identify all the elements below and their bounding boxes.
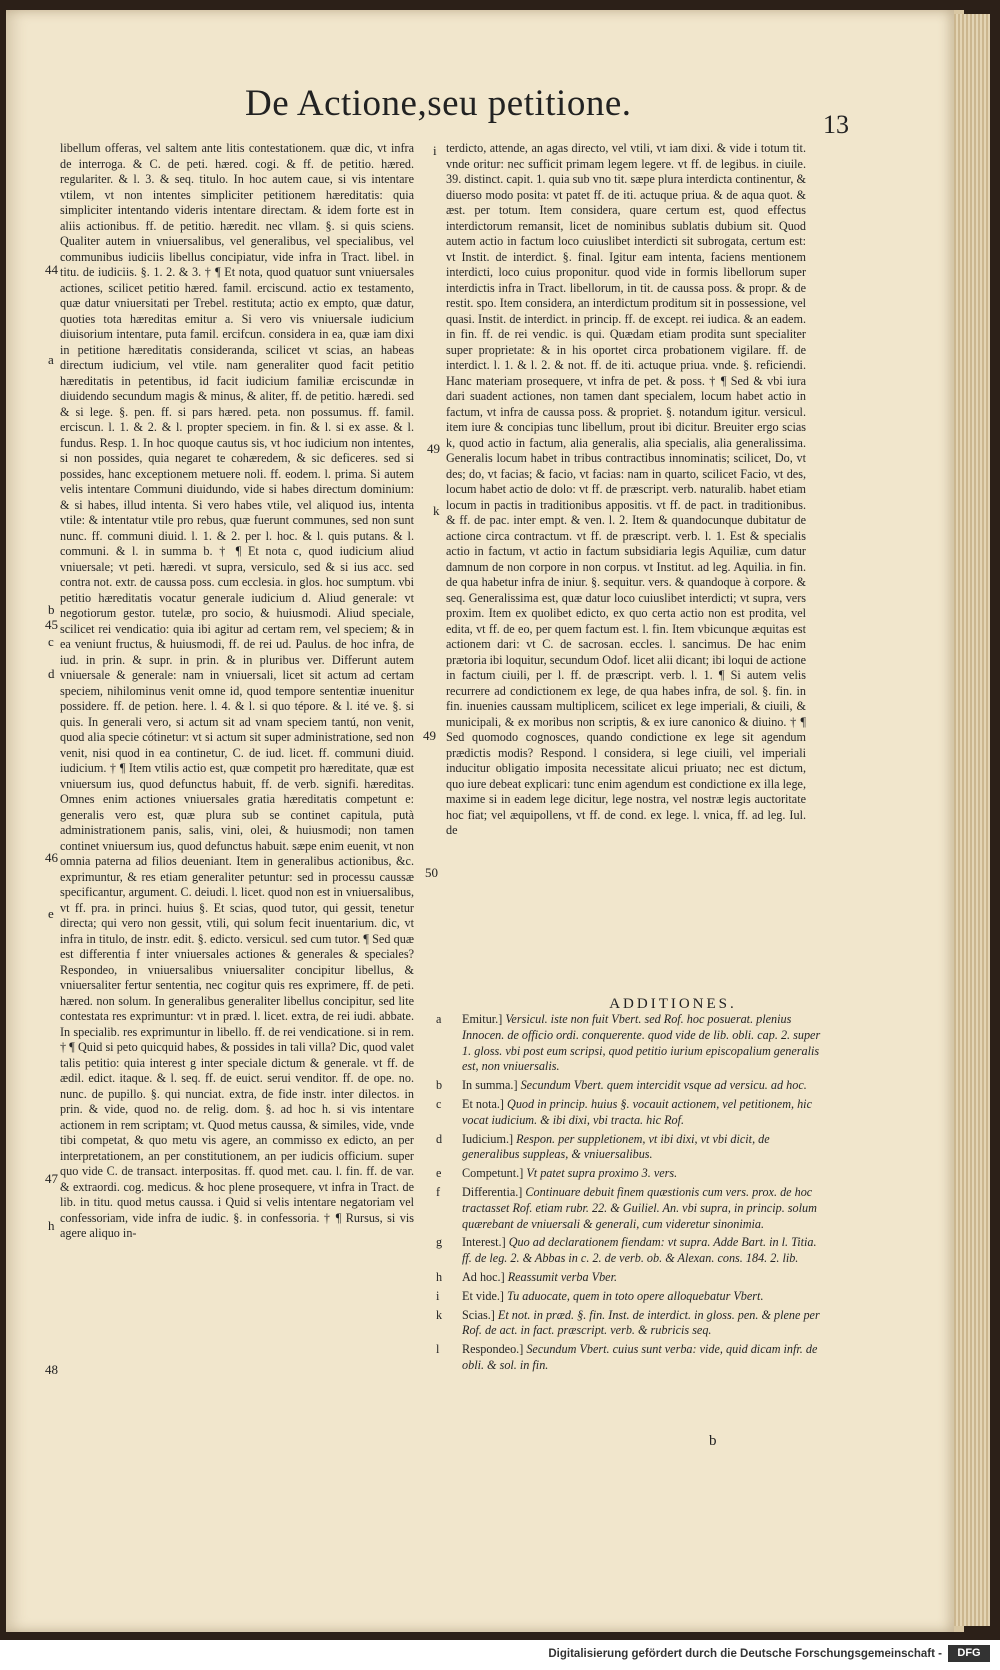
margin-letter: i [433, 143, 437, 158]
margin-number: 46 [45, 850, 58, 865]
dfg-logo: DFG [948, 1645, 990, 1662]
margin-letter: d [48, 666, 55, 681]
margin-number: 47 [45, 1171, 58, 1186]
addition-item [436, 1012, 828, 1075]
addition-letter: i [436, 1288, 440, 1303]
signature-mark: b [709, 1433, 717, 1449]
addition-letter: h [436, 1269, 443, 1284]
addition-gloss: Secundum Vbert. quem intercidit vsque ad versicu. ad hoc. [520, 1078, 807, 1093]
addition-letter: f [436, 1184, 441, 1199]
margin-letter: h [48, 1218, 55, 1233]
margin-number: 45 [45, 617, 58, 632]
right-column [446, 141, 806, 845]
page-edges [954, 14, 990, 1626]
running-head: De Actione,seu petitione. [245, 83, 632, 124]
addition-gloss: Continuare debuit finem quæstionis cum vers. prox. de hoc tractasset Rof. etiam rubr. 22. & Guiliel. An. vbi supra, in princip. solum quærebant de vniuersali & generali, cum videretur sinonimia. [462, 1184, 817, 1231]
addition-letter: b [436, 1078, 443, 1093]
margin-number: 48 [45, 1362, 58, 1377]
addition-item [436, 1166, 828, 1182]
additions-list [436, 1012, 828, 1377]
addition-item [436, 1185, 828, 1232]
addition-item [436, 1270, 828, 1286]
addition-lemma: Et nota.] [462, 1096, 504, 1111]
addition-letter: k [436, 1307, 443, 1322]
addition-lemma: Ad hoc.] [462, 1269, 505, 1284]
addition-letter: e [436, 1166, 442, 1181]
addition-gloss: Secundum Vbert. cuius sunt verba: vide, quid dicam infr. de obli. & sol. in fin. [462, 1342, 818, 1372]
margin-letter: c [48, 634, 54, 649]
margin-number: 49 [423, 728, 436, 743]
addition-letter: c [436, 1096, 442, 1111]
addition-letter: l [436, 1342, 440, 1357]
page-number: 13 [823, 110, 849, 139]
addition-lemma: Competunt.] [462, 1166, 524, 1181]
addition-gloss: Tu aduocate, quem in toto opere alloquebatur Vbert. [507, 1288, 764, 1303]
addition-gloss: Vt patet supra proximo 3. vers. [526, 1166, 678, 1181]
addition-lemma: Respondeo.] [462, 1342, 524, 1357]
margin-number: 49 [427, 441, 440, 456]
addition-lemma: Emitur.] [462, 1012, 503, 1026]
margin-number: 50 [425, 865, 438, 880]
addition-lemma: Iudicium.] [462, 1131, 514, 1146]
addition-lemma: In summa.] [462, 1078, 518, 1093]
addition-item [436, 1078, 828, 1094]
addition-lemma: Differentia.] [462, 1184, 523, 1199]
addition-lemma: Scias.] [462, 1307, 495, 1322]
margin-letter: e [48, 906, 54, 921]
margin-letter: a [48, 352, 54, 367]
addition-gloss: Reassumit verba Vber. [507, 1269, 618, 1284]
addition-lemma: Interest.] [462, 1235, 506, 1250]
addition-item [436, 1132, 828, 1164]
addition-letter: d [436, 1131, 443, 1146]
addition-letter: a [436, 1012, 442, 1026]
addition-gloss: Quod in princip. huius §. vocauit actionem, vel petitionem, hic vocat iudicium. & ibi dixi, vbi tracta. hic Rof. [462, 1096, 812, 1127]
addition-gloss: Versicul. iste non fuit Vbert. sed Rof. hoc posuerat. plenius Innocen. de officio ordi. conquerente. quod vide de lib. obli. cap. 2. super 1. gloss. vbi post eum scripsi, quod petitio iurium episcopalium generalis est, non vniuersalis. [462, 1012, 821, 1074]
addition-item [436, 1097, 828, 1129]
addition-letter: g [436, 1235, 443, 1250]
addition-gloss: Respon. per suppletionem, vt ibi dixi, vt vbi dicit, de generalibus suppleas, & vniuersalibus. [462, 1131, 770, 1162]
left-column [60, 141, 414, 1248]
addition-item [436, 1235, 828, 1267]
margin-letter: b [48, 602, 55, 617]
margin-number: 44 [45, 262, 58, 277]
addition-item [436, 1308, 828, 1340]
left-column-text: libellum offeras, vel saltem ante litis contestationem. quæ dic, vt infra de interroga. & C. de peti. hæred. cogi. & ff. de petitio. hæred. regulariter. & l. 3. & seq. titulo. In hoc autem caue, si vis intentare vtilem, vt non intentes simpliciter petitionem hæreditatis: quia simpliciter intentando videris intentare directam. & idem forte est in aliis actionibus. ff. de petitio. hæredit. nec vllam. §. si quis sciens. Qualiter autem in vniuersalibus, vel generalibus, vel specialibus, vel communibus iudiciis libellus concipiatur, vide infra in Tract. libel. in titu. de iudiciis. §. 1. 2. & 3. † ¶ Et nota, quod quatuor sunt vniuersales actiones, scilicet petitio hæred. famil. erciscund. actio ex testamento, quæ datur vniuersitati per Trebel. restituta; actio ex empto, quæ datur, quoties tota hæreditas emitur a. Si vero vis vniuersale iudicium diuisorium intentare, puta famil. ercifcun. considera in ea, quæ iam dixi in petitione hæreditatis consideranda, scilicet vt scias, an habeas directum iudicium, vel vtile. nam generaliter quod facit petitio hæreditatis in petentibus, id facit iudicium familiæ erciscundæ in diuidendo secundum magis & minus, & aliter, ff. de petitio. hæredi. sed & si lege. §. pen. ff. si pars hæred. peta. non possumus. ff. famil. erciscun. l. 1. & 2. & l. propter speciem. in fin. & l. si ex asse. & l. fundus. Resp. 1. In hoc quoque cautus sis, vt hoc iudicium non intentes, si non possides, quia negaret te cohæredem, & sic deficeres. sed si possides, hanc exceptionem metuere noli. ff. eodem. l. prima. Si autem velis intentare Communi diuidundo, vide si habes directum dominium: & si habes, illud intenta. Si vero habes vtile, vel aliquod ius, intenta vtile: & intentatur vtile pro rebus, quæ fuerunt communes, sed non sunt nunc. ff. communi diuid. l. 1. & 2. per l. hoc. & l. quis putans. & l. communi. & l. in summa b. † ¶ Et nota c, quod iudicium aliud vniuersale; vt peti. hæredi. vt supra, versiculo, sed & si ius acc. sed contra not. extr. de caussa poss. cum ecclesia. in glos. hoc sumptum. vbi petitio hæreditatis vocatur generale iudicium d. Aliud generale: vt negotiorum gestor. tutelæ, pro socio, & huiusmodi. Aliud speciale, scilicet rei vendicatio: quia ibi agitur ad certam rem, vel speciem; & in ea veniunt fructus, & huiusmodi, ff. de rei ud. Paulus. de hoc infra, de iud. in prin. & supr. in prin. & in pluribus ver. Differunt autem vniuersale & generale: nam in vniuersali, licet sit actum ad certam speciem, nihilominus venit omne id, quod tempore sententiæ inuenitur possidere. ff. de petion. here. l. 4. & l. si quo tépore. & l. ité ve. §. si quis. In generali vero, si actum sit ad vnam speciem tantú, non venit, quod alia specie cótinetur: vt si actum sit super administratione, sed non venit, nisi quod in ea continetur, C. de iud. licet. ff. communi diuid. iudicium. † ¶ Item vtilis actio est, quæ competit pro hæreditate, quæ est vniuersum ius, quod defunctus habuit, ff. de verb. signifi. hæreditas. Omnes enim actiones vniuersales gratia hæreditatis competunt e: generalis vero est, quæ plura sub se continet capitula, putà administrationem panis, salis, vini, olei, & huiusmodi; non tamen continet vniuersum ius, quod defunctus habuit. sæpe enim euenit, vt non omnia paterna ad filios deueniant. Item in generalibus actionibus, &c. exprimuntur, & res etiam generaliter petuntur: sed in processu caussæ specificantur, argument. C. deiudi. l. licet. quod non est in vniuersalibus, vt ff. pra. in princi. huius §. Et scias, quod tutor, qui gessit, tenetur directa; qui vero non gessit, vtili, qui solum fecit inuentarium. dic, vt infra in titulo, de instr. edit. §. edicto. versicul. sed cum tutor. ¶ Sed quæ est differentia f inter vniuersales actiones & generales & speciales? Respondeo, in vniuersalibus vniuersaliter concipitur libellus, & vniuersaliter fertur sententia, nec cogitur quis res exprimere, ff. de peti. hæred. non solum. In generalibus generaliter libellus concipitur, sed lite contestata res exprimuntur: vt in præd. l. licet. extra, de rei iudi. abbate. In specialib. res exprimuntur in libello. ff. de rei vendicatione. si in rem. † ¶ Quid si peto quicquid habes, & possides in tali villa? Dic, quod valet talis petitio: quia interest g inter speciale dictum & generale. vt ff. de ædil. edict. itaque. & l. seq. ff. de euict. serui venditor. ff. de ope. no. nunc. de pupillo. §. qui nunciat. extra, de fide instr. inter dilectos. in prin. & vide, quod no. de relig. dom. §. ad hoc h. si vis intentare actionem in rem scriptam; vt. Quod metus caussa, & similes, vide, vnde tibi competat, & quo metu vis agere, an commisso ex edicto, an per interpretationem, an per constitutionem, an per iudicis officium. super quo vide C. de transact. interpositas. ff. quod met. cau. l. fin. ff. de var. & extraordi. cog. medicus. & hoc plene prosequere, vt infra in Tract. de lib. in titu. quod metus caussa. i Quid si velis intentare negatoriam vel confessoriam, vide infra de iudic. §. in confessoria. † ¶ Rursus, si vis agere aliquo in- [60, 141, 414, 1240]
addition-gloss: Et not. in præd. §. fin. Inst. de interdict. in gloss. pen. & plene per Rof. de act. in fact. præscript. verb. & rubricis seq. [462, 1307, 820, 1338]
margin-letter: k [433, 503, 440, 518]
additions-heading: ADDITIONES. [609, 996, 737, 1012]
footer-credit: Digitalisierung gefördert durch die Deutsche Forschungsgemeinschaft - [548, 1648, 942, 1660]
addition-item [436, 1342, 828, 1374]
right-column-text: terdicto, attende, an agas directo, vel vtili, vt iam dixi. & vide i totum tit. vnde oritur: nec sufficit primam legem legere. vt ff. de legibus. in ciuile. 39. distinct. capit. 1. quia sub vno tit. sæpe plura interdicta continentur, & diuerso modo posita: vt patet ff. de iti. actuque priua. & de aqua quot. & æst. per totum. Item considera, quare certum est, quod effectus interdictorum remansit, licet de nominibus sublatis dubium sit. Quod autem actio in factum loco cuiuslibet interdicti sit subrogata, certum est: vt Instit. de interdict. §. final. Igitur eam intenta, faciens mentionem interdicti, loco cuius proponitur. quod vide in formis libellorum super interdictis infra in Tract. libellorum, in tit. de caussa poss. & propr. & de restit. spo. Item considera, an interdictum proditum sit in possessione, vel quasi. Instit. de interdict. in princip. ff. de except. rei iudica. & an eadem. in fin. ff. de rei vendic. is qui. Quædam etiam prodita sunt specialiter super proprietate: & in his oportet circa probationem vigilare. ff. de interdict. l. 1. & l. 2. & not. ff. de iti. actuque priua. vnde. §. reficiendi. Hanc materiam prosequere, vt infra de pet. & poss. † ¶ Sed & vbi iura dari suadent actiones, non tamen dant specialem, locum habet actio in factum, vt infra de caussa poss. & propriet. §. notandum igitur. versicul. item iure & concipias tunc libellum, prout ibi dicitur. Breuiter ergo scias k, quod actio in factum, alia generalis, alia specialis, alia generalissima. Generalis locum habet in tribus contractibus innominatis; scilicet, Do, vt des; do, vt facias; & facio, vt facias: nam in quarto, scilicet Facio, vt des, locum habet actio de dolo: vt ff. de præscript. verb. naturalib. habet etiam locum in pactis in traditionibus appositis. vt ff. de pact. in traditionibus. & ff. de pac. inter empt. & ven. l. 2. Item & quandocunque dubitatur de actione circa contractum. vt ff. de præscript. verb. l. 1. Est & specialis actio in factum, vt actio in factum subsidiaria legis Aquiliæ, cum datur damnum de non corpore in non corpus. vt Institut. ad leg. Aquilia. in fin. de qua habetur infra de iniur. §. sequitur. vers. & quandoque à corpore. & seq. Generalissima est, quæ datur loco cuiuslibet interdicti; vt supra, vers proxim. Item ex quolibet edicto, ex quo certa actio non est prodita, vel edita, vt ff. de eo, per quem factum est. l. fin. Item vbicunque æquitas est actionem dari: vt C. de sacrosan. eccles. l. sancimus. De hac enim prætoria ibi loquitur, secundum Odof. licet alii dicant; ibi loqui de actione in factum ciuili, per l. ff. de præscript. verb. l. 1. ¶ Si autem velis recurrere ad condictionem ex lege, de qua habes infra, de sol. §. fin. in fin. inuenies caussam multiplicem, scilicet ex lege imperiali, & ciuili, & municipali, & ex moribus non scriptis, & ex iure canonico & diuino. † ¶ Sed quomodo cognosces, quando condictione ex lege sit agendum prædictis modis? Respond. l considera, si lege ciuili, vel imperiali inducitur obligatio imposita necessitate alicui priuato; nec est dictum, quo iure debeat explicari: tunc enim agendum est condictione ex illa lege, maxime si in eadem lege dicitur, lege nostra, vel nostræ legis auctoritate hoc fiat; vel æquipollens, vt ff. de cond. ex lege. l. vnica, ff. ad leg. Iul. de [446, 141, 806, 837]
addition-lemma: Et vide.] [462, 1288, 504, 1303]
addition-gloss: Quo ad declarationem fiendam: vt supra. Adde Bart. in l. Titia. ff. de leg. 2. & Abbas in c. 2. de verb. ob. & Alexan. cons. 184. 2. lib. [462, 1235, 817, 1266]
footer-bar [0, 1640, 1000, 1670]
addition-item [436, 1289, 828, 1305]
